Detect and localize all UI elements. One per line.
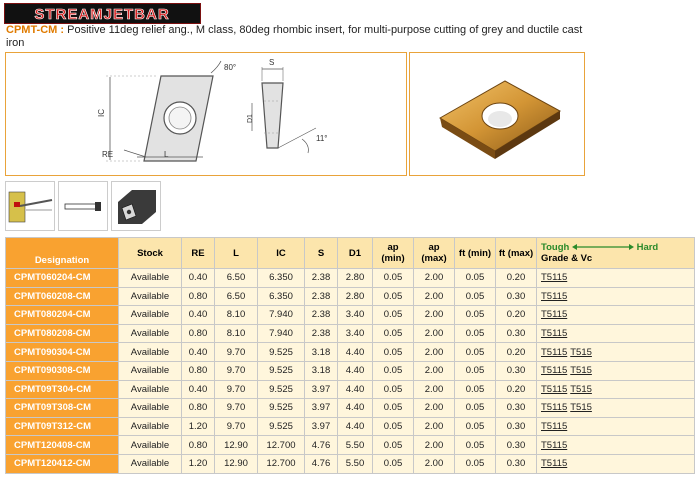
cell-s: 3.18 (305, 361, 338, 380)
cell-d1: 4.40 (338, 399, 373, 418)
insert-specs-table (5, 237, 695, 474)
product-description-text: Positive 11deg relief ang., M class, 80deg rhombic insert, for multi-purpose cutting of grey and ductile cast iron (6, 24, 583, 49)
cell-l: 9.70 (215, 417, 258, 436)
cell-l: 12.90 (215, 436, 258, 455)
cell-designation[interactable]: CPMT080204-CM (6, 306, 119, 325)
grade-link[interactable]: T5115 (541, 346, 568, 358)
cell-s: 2.38 (305, 269, 338, 288)
tough-hard-arrow-icon (572, 244, 634, 250)
cell-ic: 7.940 (258, 306, 305, 325)
col-ap-max: ap (max) (414, 238, 455, 269)
cell-stock: Available (119, 287, 182, 306)
cell-ft-max: 0.20 (496, 343, 537, 362)
cell-ft-max: 0.30 (496, 361, 537, 380)
label-ic: IC (97, 109, 106, 117)
cell-d1: 2.80 (338, 269, 373, 288)
cell-ap-min: 0.05 (373, 454, 414, 473)
cell-d1: 5.50 (338, 436, 373, 455)
grade-link[interactable]: T5115 (541, 402, 568, 414)
col-re: RE (182, 238, 215, 269)
cell-stock: Available (119, 399, 182, 418)
table-row (6, 324, 695, 343)
cell-ft-min: 0.05 (455, 399, 496, 418)
table-row (6, 399, 695, 418)
col-ic: IC (258, 238, 305, 269)
col-grade (537, 238, 695, 269)
insert-side-view (262, 83, 283, 148)
label-s: S (269, 58, 275, 67)
cell-grade (537, 380, 695, 399)
cell-ap-max: 2.00 (414, 306, 455, 325)
cell-grade (537, 324, 695, 343)
technical-drawing-panel (5, 52, 407, 176)
cell-d1: 3.40 (338, 306, 373, 325)
cell-stock: Available (119, 269, 182, 288)
cell-grade (537, 287, 695, 306)
cell-grade (537, 399, 695, 418)
insert-photo-panel (409, 52, 585, 176)
thumbnail-boring-bar[interactable] (58, 181, 108, 231)
cell-ft-min: 0.05 (455, 269, 496, 288)
insert-dimension-drawing (6, 53, 406, 175)
cell-stock: Available (119, 436, 182, 455)
table-row (6, 380, 695, 399)
cell-ap-min: 0.05 (373, 380, 414, 399)
cell-designation[interactable]: CPMT080208-CM (6, 324, 119, 343)
cell-d1: 2.80 (338, 287, 373, 306)
cell-d1: 4.40 (338, 380, 373, 399)
cell-ic: 9.525 (258, 399, 305, 418)
cell-ic: 12.700 (258, 454, 305, 473)
cell-ap-max: 2.00 (414, 380, 455, 399)
cell-l: 6.50 (215, 287, 258, 306)
table-row (6, 343, 695, 362)
cell-ap-max: 2.00 (414, 269, 455, 288)
table-row (6, 361, 695, 380)
table-row (6, 454, 695, 473)
cell-l: 6.50 (215, 269, 258, 288)
cell-ap-min: 0.05 (373, 269, 414, 288)
cell-re: 0.80 (182, 436, 215, 455)
grade-link[interactable]: T5115 (541, 383, 568, 395)
cell-stock: Available (119, 417, 182, 436)
cell-stock: Available (119, 380, 182, 399)
col-stock: Stock (119, 238, 182, 269)
cell-re: 0.40 (182, 306, 215, 325)
cell-l: 9.70 (215, 361, 258, 380)
col-ft-min: ft (min) (455, 238, 496, 269)
cell-ic: 9.525 (258, 343, 305, 362)
cell-ft-max: 0.30 (496, 399, 537, 418)
grade-link[interactable]: T5115 (541, 365, 568, 377)
cell-ic: 12.700 (258, 436, 305, 455)
table-row (6, 417, 695, 436)
cell-grade (537, 361, 695, 380)
cell-designation[interactable]: CPMT090308-CM (6, 361, 119, 380)
col-ft-max: ft (max) (496, 238, 537, 269)
cell-ap-min: 0.05 (373, 399, 414, 418)
brand-logo-text: STREAMJETBAR (34, 6, 170, 23)
cell-grade (537, 306, 695, 325)
table-row (6, 436, 695, 455)
cell-designation[interactable]: CPMT09T304-CM (6, 380, 119, 399)
cell-l: 9.70 (215, 380, 258, 399)
cell-ap-min: 0.05 (373, 324, 414, 343)
cell-grade (537, 417, 695, 436)
cell-l: 12.90 (215, 454, 258, 473)
col-s: S (305, 238, 338, 269)
cell-designation[interactable]: CPMT090304-CM (6, 343, 119, 362)
cell-ic: 9.525 (258, 380, 305, 399)
cell-designation[interactable]: CPMT09T308-CM (6, 399, 119, 418)
cell-re: 0.80 (182, 361, 215, 380)
cell-s: 2.38 (305, 324, 338, 343)
product-code-title: CPMT-CM : (6, 24, 65, 36)
cell-re: 1.20 (182, 454, 215, 473)
cell-re: 0.40 (182, 269, 215, 288)
cell-d1: 4.40 (338, 343, 373, 362)
cell-re: 1.20 (182, 417, 215, 436)
brand-logo[interactable] (4, 3, 201, 24)
cell-ft-min: 0.05 (455, 380, 496, 399)
cell-s: 3.97 (305, 417, 338, 436)
grade-link[interactable]: T5115 (541, 458, 568, 470)
table-row (6, 306, 695, 325)
cell-ft-max: 0.30 (496, 417, 537, 436)
cell-ft-min: 0.05 (455, 306, 496, 325)
cell-ft-min: 0.05 (455, 361, 496, 380)
label-angle-11: 11° (316, 134, 328, 143)
cell-stock: Available (119, 361, 182, 380)
cell-designation[interactable]: CPMT09T312-CM (6, 417, 119, 436)
cell-ic: 9.525 (258, 361, 305, 380)
grade-link[interactable]: T515 (570, 383, 592, 395)
cell-l: 9.70 (215, 399, 258, 418)
grade-link[interactable]: T5115 (541, 290, 568, 302)
insert-photo (410, 53, 584, 175)
grade-link[interactable]: T515 (570, 346, 592, 358)
cell-ic: 7.940 (258, 324, 305, 343)
cell-designation[interactable]: CPMT060208-CM (6, 287, 119, 306)
cell-re: 0.40 (182, 343, 215, 362)
cell-grade (537, 436, 695, 455)
cell-d1: 4.40 (338, 361, 373, 380)
cell-ap-min: 0.05 (373, 361, 414, 380)
cell-ft-min: 0.05 (455, 343, 496, 362)
cell-d1: 3.40 (338, 324, 373, 343)
cell-ft-max: 0.30 (496, 287, 537, 306)
grade-hard-label: Hard (636, 242, 659, 253)
cell-s: 4.76 (305, 436, 338, 455)
cell-ap-min: 0.05 (373, 343, 414, 362)
cell-l: 8.10 (215, 324, 258, 343)
cell-ft-max: 0.20 (496, 269, 537, 288)
cell-s: 3.18 (305, 343, 338, 362)
cell-s: 2.38 (305, 287, 338, 306)
cell-ft-max: 0.30 (496, 324, 537, 343)
col-l: L (215, 238, 258, 269)
table-row (6, 269, 695, 288)
product-description (6, 24, 596, 50)
cell-designation[interactable]: CPMT120408-CM (6, 436, 119, 455)
cell-stock: Available (119, 324, 182, 343)
cell-ft-min: 0.05 (455, 436, 496, 455)
cell-ap-max: 2.00 (414, 361, 455, 380)
cell-ap-min: 0.05 (373, 436, 414, 455)
cell-ft-max: 0.20 (496, 380, 537, 399)
grade-link[interactable]: T5115 (541, 439, 568, 451)
table-row (6, 287, 695, 306)
grade-link[interactable]: T5115 (541, 421, 568, 433)
col-d1: D1 (338, 238, 373, 269)
cell-l: 9.70 (215, 343, 258, 362)
thumbnail-turning[interactable] (5, 181, 55, 231)
col-ap-min: ap (min) (373, 238, 414, 269)
cell-ft-max: 0.20 (496, 306, 537, 325)
cell-stock: Available (119, 454, 182, 473)
cell-ft-min: 0.05 (455, 417, 496, 436)
cell-ap-max: 2.00 (414, 287, 455, 306)
grade-link[interactable]: T5115 (541, 328, 568, 340)
label-angle-80: 80° (224, 63, 237, 72)
cell-ft-max: 0.30 (496, 436, 537, 455)
cell-re: 0.80 (182, 287, 215, 306)
label-l: L (164, 150, 169, 159)
grade-link[interactable]: T5115 (541, 309, 568, 321)
cell-s: 3.97 (305, 399, 338, 418)
cell-ap-min: 0.05 (373, 306, 414, 325)
cell-s: 2.38 (305, 306, 338, 325)
cell-l: 8.10 (215, 306, 258, 325)
cell-re: 0.80 (182, 399, 215, 418)
cell-s: 3.97 (305, 380, 338, 399)
cell-ic: 6.350 (258, 269, 305, 288)
cell-ap-min: 0.05 (373, 417, 414, 436)
cell-ic: 6.350 (258, 287, 305, 306)
col-designation: Designation (6, 238, 119, 269)
thumbnail-holder[interactable] (111, 181, 161, 231)
table-header-row (6, 238, 695, 269)
cell-d1: 4.40 (338, 417, 373, 436)
grade-link[interactable]: T5115 (541, 272, 568, 284)
label-d1: D1 (247, 114, 254, 123)
cell-grade (537, 343, 695, 362)
cell-ft-min: 0.05 (455, 287, 496, 306)
cell-re: 0.80 (182, 324, 215, 343)
cell-ft-min: 0.05 (455, 454, 496, 473)
cell-stock: Available (119, 343, 182, 362)
cell-ic: 9.525 (258, 417, 305, 436)
cell-re: 0.40 (182, 380, 215, 399)
cell-ap-max: 2.00 (414, 324, 455, 343)
grade-link[interactable]: T515 (570, 365, 592, 377)
cell-ap-min: 0.05 (373, 287, 414, 306)
grade-tough-label: Tough (541, 242, 570, 253)
cell-ap-max: 2.00 (414, 436, 455, 455)
grade-vc-label: Grade & Vc (541, 253, 593, 264)
cell-ft-max: 0.30 (496, 454, 537, 473)
cell-stock: Available (119, 306, 182, 325)
cell-d1: 5.50 (338, 454, 373, 473)
cell-ap-max: 2.00 (414, 417, 455, 436)
cell-ap-max: 2.00 (414, 399, 455, 418)
cell-s: 4.76 (305, 454, 338, 473)
cell-grade (537, 269, 695, 288)
cell-ft-min: 0.05 (455, 324, 496, 343)
cell-designation[interactable]: CPMT060204-CM (6, 269, 119, 288)
label-re: RE (102, 150, 114, 159)
cell-ap-max: 2.00 (414, 454, 455, 473)
table-body (6, 269, 695, 474)
grade-link[interactable]: T515 (570, 402, 592, 414)
cell-ap-max: 2.00 (414, 343, 455, 362)
cell-designation[interactable]: CPMT120412-CM (6, 454, 119, 473)
cell-grade (537, 454, 695, 473)
